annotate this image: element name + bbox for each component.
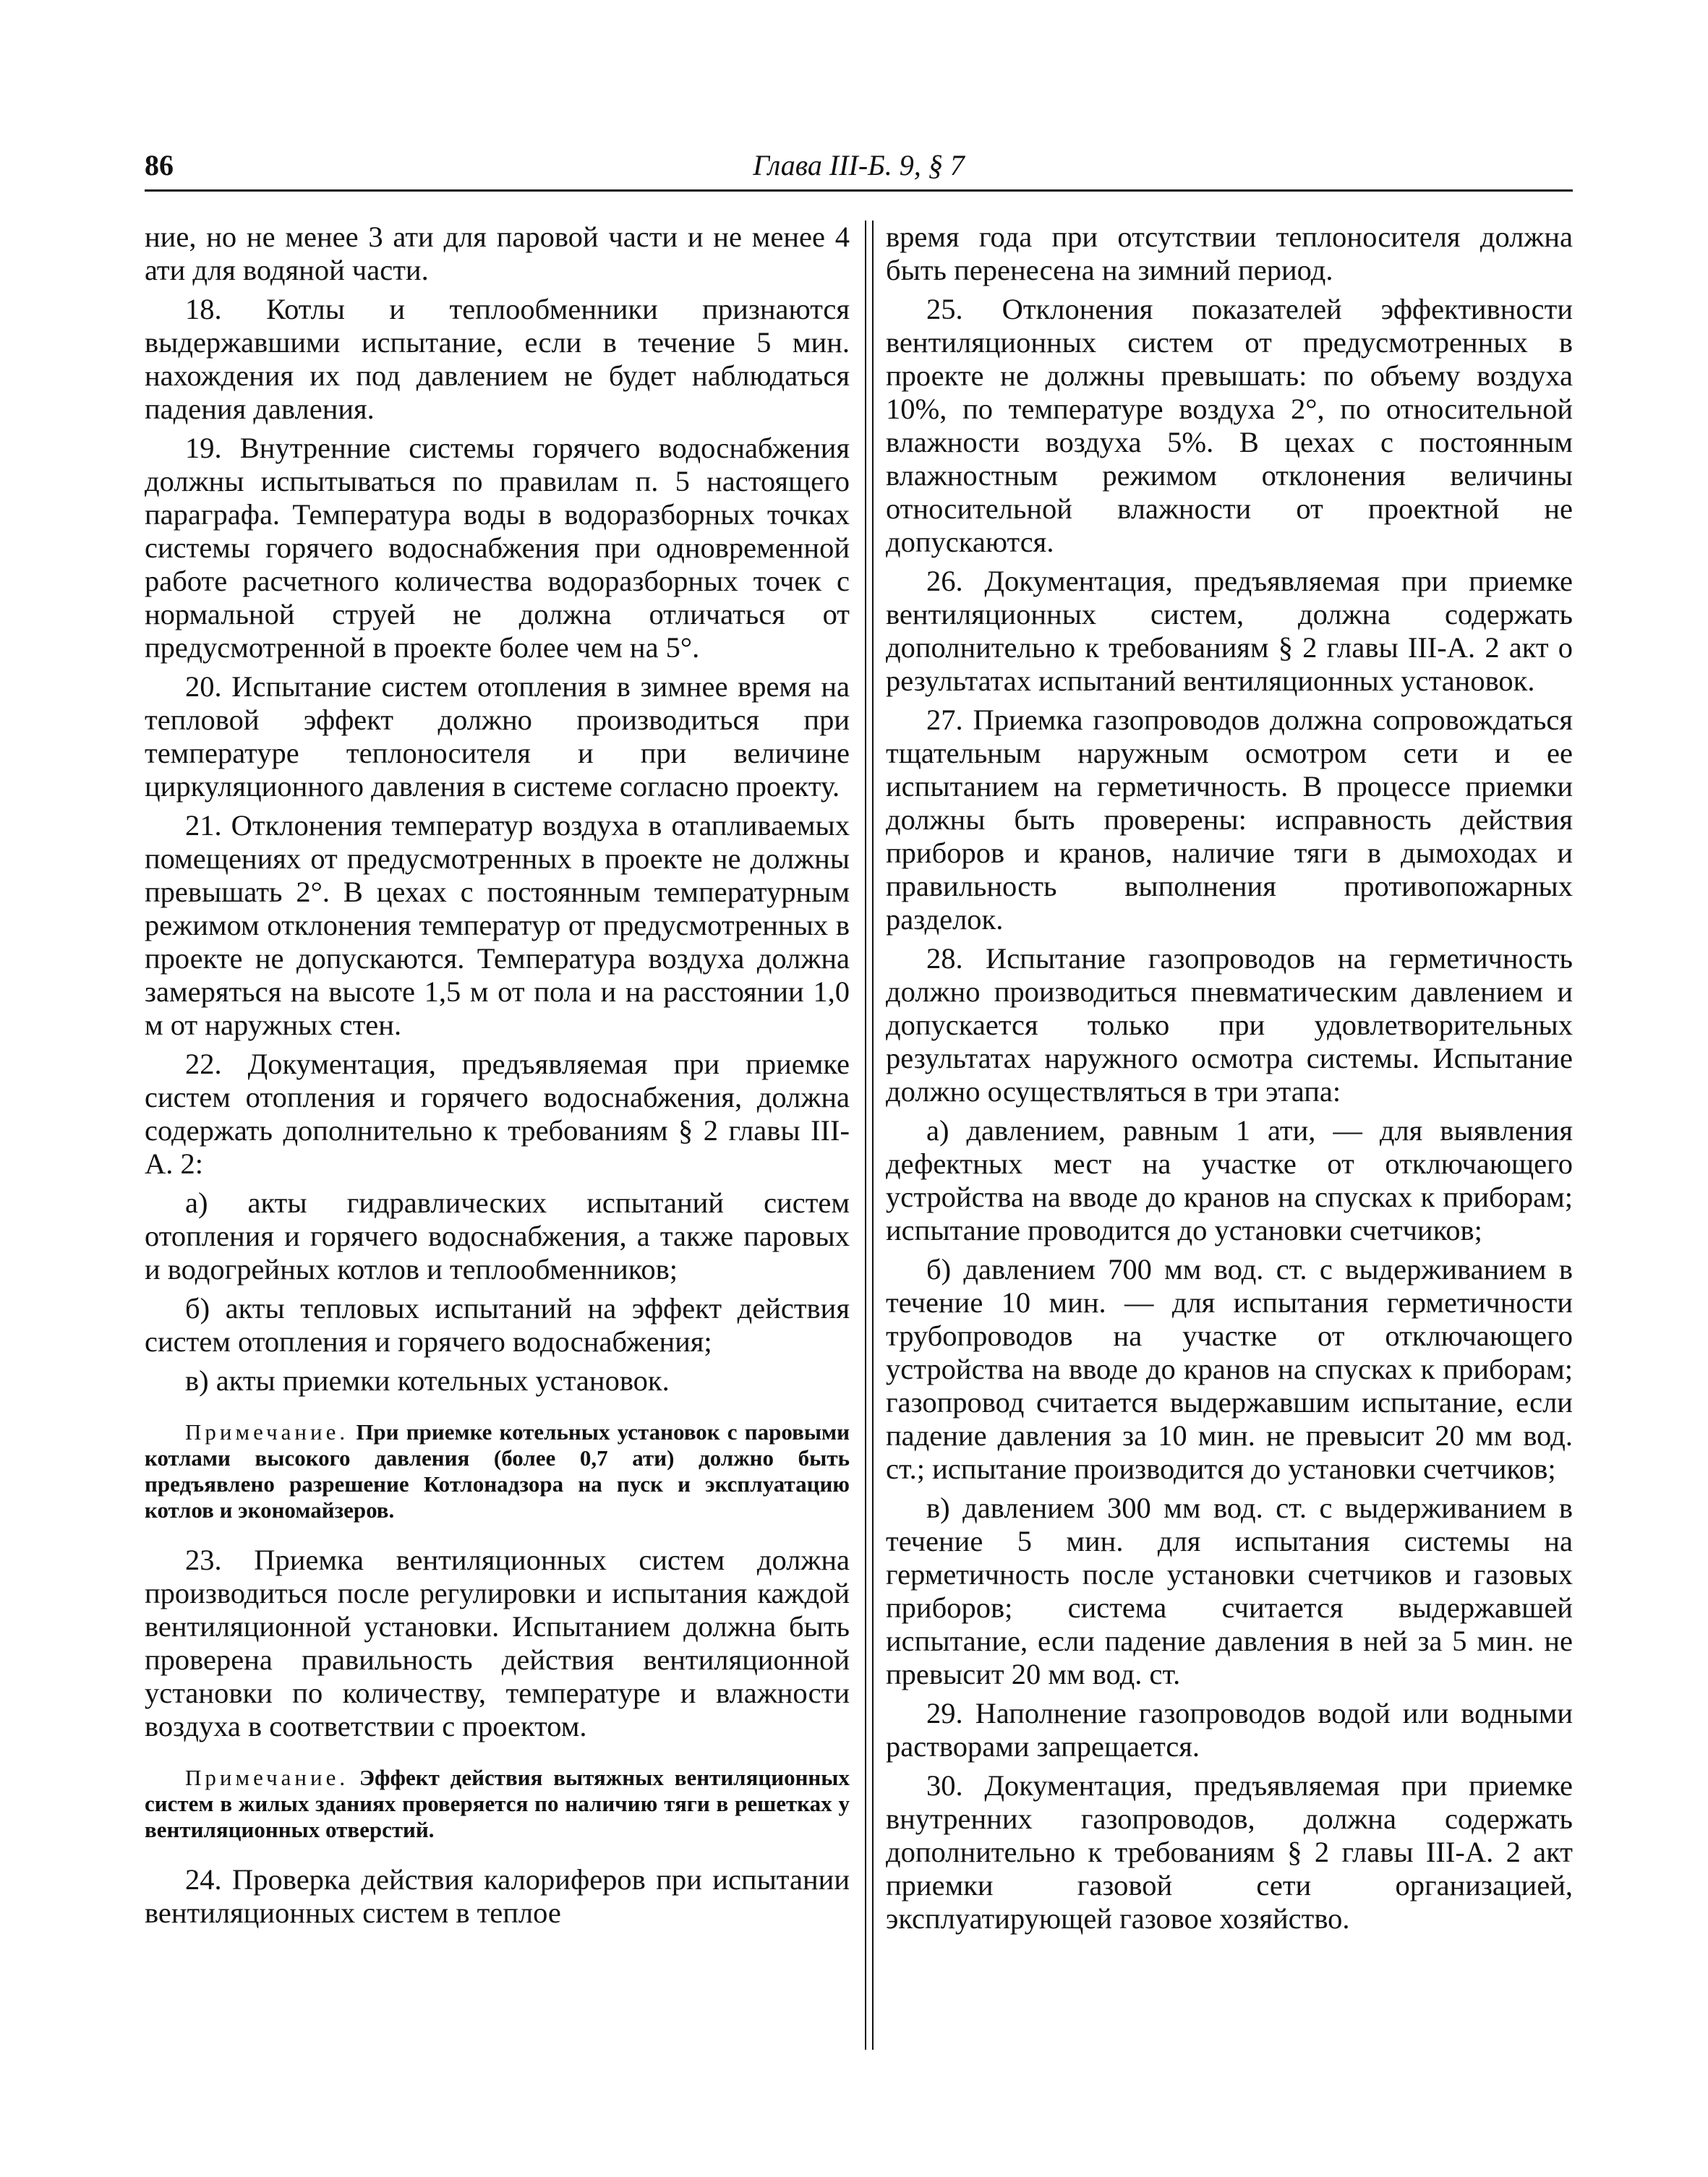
paragraph: 20. Испытание систем отопления в зимнее время на тепловой эффект должно производиться при температуре теплоносителя и при величине циркуляционного давления в системе согласно проекту. [145, 670, 850, 803]
page-header [145, 148, 1573, 192]
note [145, 1765, 850, 1843]
note-text: Эффект действия вытяжных вентиляционных систем в жилых зданиях проверяется по наличию тяги в решетках у вентиляционных отверстий. [145, 1765, 850, 1842]
right-column [886, 221, 1573, 1941]
paragraph: 28. Испытание газопроводов на герметичность должно производиться пневматическим давлением и допускается только при удовлетворительных результатах наружного осмотра системы. Испытание должно осуществляться в три этапа: [886, 942, 1573, 1108]
paragraph: 29. Наполнение газопроводов водой или водными растворами запрещается. [886, 1697, 1573, 1763]
note-label: Примечание. [185, 1419, 349, 1445]
list-item: а) давлением, равным 1 ати, — для выявления дефектных мест на участке от отключающего устройства на вводе до кранов на спусках к приборам; испытание проводится до установки счетчиков; [886, 1114, 1573, 1246]
paragraph: 18. Котлы и теплообменники признаются выдержавшими испытание, если в течение 5 мин. нахождения их под давлением не будет наблюдаться падения давления. [145, 293, 850, 425]
paragraph: 26. Документация, предъявляемая при приемке вентиляционных систем, должна содержать дополнительно к требованиям § 2 главы III-А. 2 акт о результатах испытаний вентиляционных установок. [886, 565, 1573, 697]
list-item: а) акты гидравлических испытаний систем отопления и горячего водоснабжения, а также паровых и водогрейных котлов и теплообменников; [145, 1186, 850, 1286]
column-divider [865, 221, 874, 2050]
note-text: При приемке котельных установок с паровыми котлами высокого давления (более 0,7 ати) должно быть предъявлено разрешение Котлонадзора на пуск и эксплуатацию котлов и экономайзеров. [145, 1419, 850, 1523]
paragraph: 21. Отклонения температур воздуха в отапливаемых помещениях от предусмотренных в проекте не должны превышать 2°. В цехах с постоянным температурным режимом отклонения температур от предусмотренных в проекте не допускаются. Температура воздуха должна замеряться на высоте 1,5 м от пола и на расстоянии 1,0 м от наружных стен. [145, 809, 850, 1041]
list-item: в) давлением 300 мм вод. ст. с выдерживанием в течение 5 мин. для испытания системы на герметичность после установки счетчиков и газовых приборов; система считается выдержавшей испытание, если падение давления в ней за 5 мин. не превысит 20 мм вод. ст. [886, 1492, 1573, 1690]
paragraph: 19. Внутренние системы горячего водоснабжения должны испытываться по правилам п. 5 настоящего параграфа. Температура воды в водоразборных точках системы горячего водоснабжения при одновременной работе расчетного количества водоразборных точек с нормальной струей не должна отличаться от предусмотренной в проекте более чем на 5°. [145, 432, 850, 664]
paragraph: 24. Проверка действия калориферов при испытании вентиляционных систем в теплое [145, 1863, 850, 1929]
running-title: Глава III-Б. 9, § 7 [753, 149, 965, 181]
note-label: Примечание. [185, 1765, 349, 1790]
paragraph: 22. Документация, предъявляемая при приемке систем отопления и горячего водоснабжения, должна содержать дополнительно к требованиям § 2 главы III-А. 2: [145, 1048, 850, 1180]
list-item: б) акты тепловых испытаний на эффект действия систем отопления и горячего водоснабжения; [145, 1292, 850, 1358]
page-number: 86 [145, 149, 174, 181]
paragraph: 30. Документация, предъявляемая при приемке внутренних газопроводов, должна содержать дополнительно к требованиям § 2 главы III-А. 2 акт приемки газовой сети организацией, эксплуатирующей газовое хозяйство. [886, 1769, 1573, 1935]
paragraph: ние, но не менее 3 ати для паровой части и не менее 4 ати для водяной части. [145, 221, 850, 286]
note [145, 1419, 850, 1523]
left-column [145, 221, 850, 1936]
header-rule [145, 189, 1573, 192]
paragraph: 23. Приемка вентиляционных систем должна производиться после регулировки и испытания каждой вентиляционной установки. Испытанием должна быть проверена правильность действия вентиляционной установки по количеству, температуре и влажности воздуха в соответствии с проектом. [145, 1544, 850, 1742]
list-item: б) давлением 700 мм вод. ст. с выдерживанием в течение 10 мин. — для испытания герметичности трубопроводов на участке от отключающего устройства на вводе до кранов на спусках к приборам; газопровод считается выдержавшим испытание, если падение давления за 10 мин. не превысит 20 мм вод. ст.; испытание производится до установки счетчиков; [886, 1253, 1573, 1485]
list-item: в) акты приемки котельных установок. [185, 1364, 670, 1397]
paragraph: 27. Приемка газопроводов должна сопровождаться тщательным наружным осмотром сети и ее испытанием на герметичность. В процессе приемки должны быть проверены: исправность действия приборов и кранов, наличие тяги в дымоходах и правильность выполнения противопожарных разделок. [886, 703, 1573, 936]
paragraph: 25. Отклонения показателей эффективности вентиляционных систем от предусмотренных в проекте не должны превышать: по объему воздуха 10%, по температуре воздуха 2°, по относительной влажности воздуха 5%. В цехах с постоянным влажностным режимом отклонения величины относительной влажности от проектной не допускаются. [886, 293, 1573, 558]
paragraph: время года при отсутствии теплоносителя должна быть перенесена на зимний период. [886, 221, 1573, 286]
